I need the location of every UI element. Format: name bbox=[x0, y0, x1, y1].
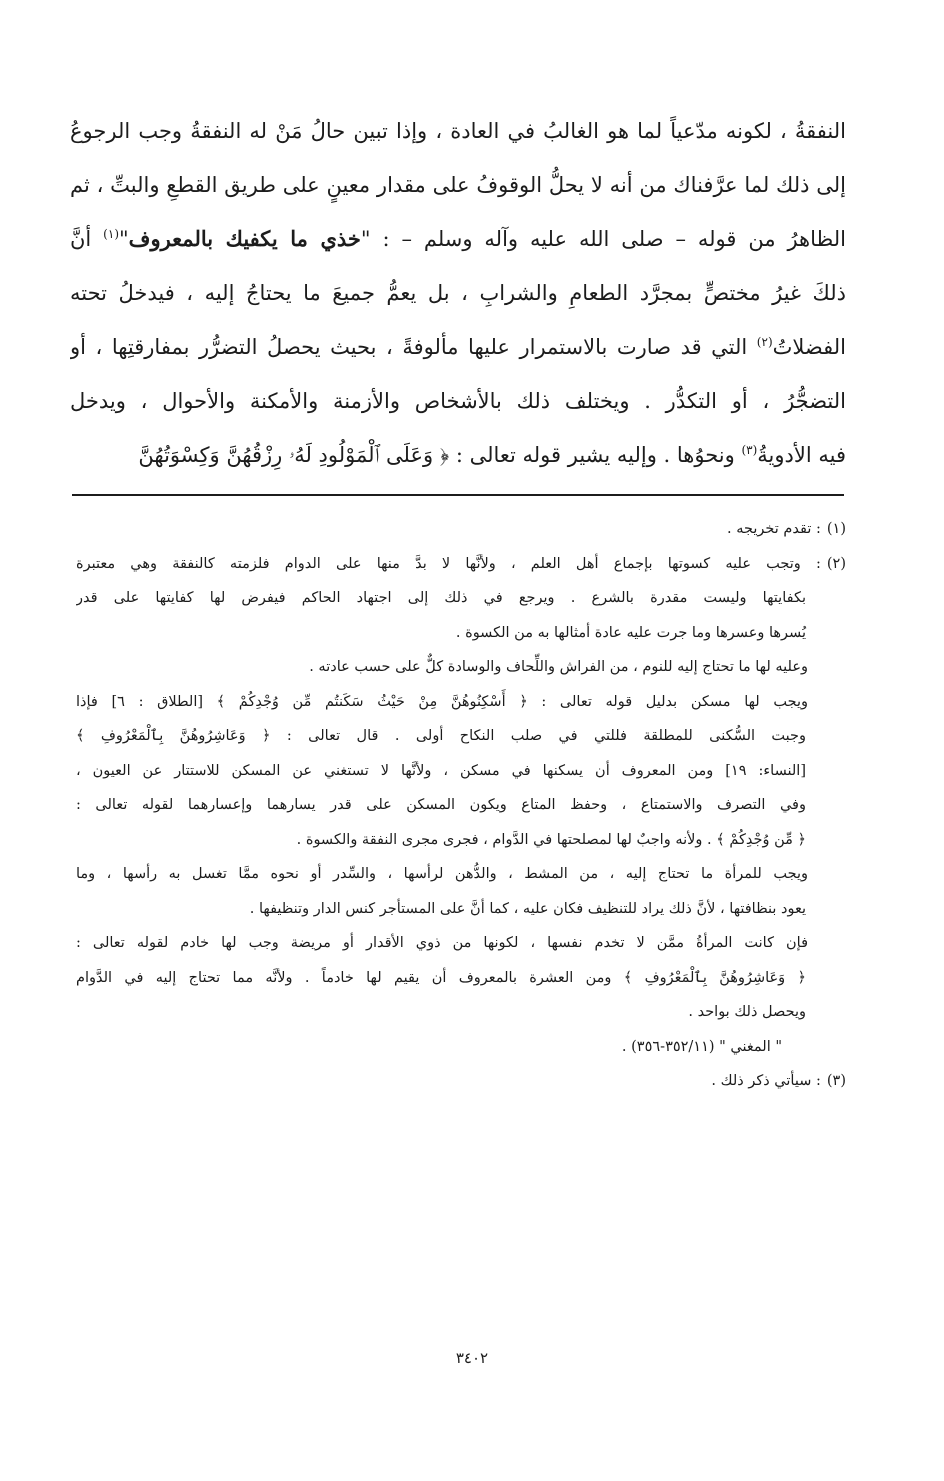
main-line-6: التضجُّرُ ، أو التكدُّر . ويختلف ذلك بالأشخاص والأزمنة والأمكنة والأحوال ، ويدخل bbox=[70, 389, 846, 413]
footnote-2-reference bbox=[76, 1030, 846, 1065]
quran-verse-talaq: ﴿ أَسْكِنُوهُنَّ مِنْ حَيْثُ سَكَنتُم مِّن وُجْدِكُمْ ﴾ bbox=[216, 693, 528, 710]
main-line-5-end: التي قد صارت بالاستمرار عليها مألوفةً ، بحيث يحصلُ التضرُّر بمفارقتِها ، أو bbox=[70, 335, 757, 359]
footnote-2-text-1: : وتجب عليه كسوتها بإجماع أهل العلم ، ولأنَّها لا بدَّ منها على الدوام فلزمته كالنفقة وهي معتبرة bbox=[76, 555, 821, 572]
main-line-7-start: فيه الأدويةُ bbox=[757, 443, 846, 467]
bullet-dwelling-text-1a: ويجب لها مسكن بدليل قوله تعالى : bbox=[527, 693, 809, 710]
footnote-3 bbox=[76, 1064, 846, 1099]
bullet-grooming-text-1: ويجب للمرأة ما تحتاج إليه ، من المشط ، والدُّهن لرأسها ، والسِّدر أو نحوه ممَّا تغسل به رأسها ، وما bbox=[76, 866, 808, 882]
bullet-dwelling-line-3: [النساء: ١٩] ومن المعروف أن يسكنها في مسكن ، ولأنَّها لا تستغني عن المسكن للاستتار عن العيون ، bbox=[76, 762, 806, 779]
footnotes bbox=[76, 512, 846, 1099]
footnote-3-number: (٣) bbox=[826, 1073, 846, 1089]
bullet-bedding-text: وعليه لها ما تحتاج إليه للنوم ، من الفراش واللِّحاف والوسادة كلٌّ على حسب عادته . bbox=[309, 659, 808, 675]
footnote-2-number: (٢) bbox=[826, 555, 846, 572]
footnote-1-text: : تقدم تخريجه . bbox=[727, 521, 821, 537]
footnote-ref-3: (٣) bbox=[741, 443, 758, 457]
main-text bbox=[70, 104, 846, 482]
main-line-2: إلى ذلك لما عرَّفناك من أنه لا يحلُّ الوقوفُ على مقدار معينٍ على طريق القطعِ والبتِّ ، ثم bbox=[70, 173, 846, 197]
quran-verse: ﴿ وَعَلَى ٱلْمَوْلُودِ لَهُۥ رِزْقُهُنَّ وَكِسْوَتُهُنَّ bbox=[138, 443, 450, 467]
quote-close: " bbox=[119, 227, 129, 251]
footnote-1 bbox=[76, 512, 846, 547]
footnote-2-line-1 bbox=[76, 547, 846, 582]
reference-text: " المغني " (٣٥٢/١١-٣٥٦) . bbox=[621, 1038, 782, 1055]
quran-verse-nisa-2: ﴿ وَعَاشِرُوهُنَّ بِٱلْمَعْرُوفِ ﴾ bbox=[623, 969, 806, 986]
footnote-3-text: : سيأتي ذكر ذلك . bbox=[711, 1073, 821, 1089]
page-number: ٣٤٠٢ bbox=[455, 1349, 489, 1367]
main-line-1: النفقةُ ، لكونه مدّعياً لما هو الغالبُ في العادة ، وإذا تبين حالُ مَنْ له النفقةُ وجب الرجوعُ bbox=[70, 119, 846, 143]
main-line-3 bbox=[70, 212, 846, 266]
bullet-dwelling-line-1 bbox=[76, 685, 846, 720]
bullet-dwelling-text-2a: وجبت السُّكنى للمطلقة فللتي في صلب النكاح أولى . قال تعالى : bbox=[270, 728, 806, 744]
main-line-7 bbox=[70, 428, 846, 482]
footnote-1-number: (١) bbox=[826, 521, 846, 537]
footnote-separator bbox=[72, 494, 844, 496]
main-line-5-start: الفضلاتُ bbox=[772, 335, 846, 359]
bullet-dwelling-line-4: وفي التصرف والاستمتاع ، وحفظ المتاع ويكون المسكن على قدر يسارهما وإعسارهما لقوله تعالى : bbox=[76, 797, 806, 813]
bullet-dwelling-line-5 bbox=[76, 823, 846, 858]
main-line-3-end: أنَّ bbox=[70, 227, 104, 251]
bullet-grooming-line-1 bbox=[76, 857, 846, 892]
footnote-ref-1: (١) bbox=[103, 227, 119, 241]
main-line-7-mid: ونحوُها . وإليه يشير قوله تعالى : bbox=[449, 443, 742, 467]
bullet-servant-line-2 bbox=[76, 961, 846, 996]
bullet-bedding bbox=[76, 650, 846, 685]
bullet-servant-text-2b: ومن العشرة بالمعروف أن يقيم لها خادماً . ولأنَّه مما تحتاج إليه في الدَّوام bbox=[76, 969, 624, 986]
hadith-quote: خذي ما يكفيك بالمعروف bbox=[128, 226, 361, 251]
bullet-grooming-line-2: يعود بنظافتها ، لأنَّ ذلك يراد للتنظيف فكان عليه ، كما أنَّ على المستأجر كنس الدار وتنظيفها . bbox=[249, 900, 806, 917]
footnote-ref-2: (٢) bbox=[756, 335, 773, 349]
main-line-3-start: الظاهرُ من قوله – صلى الله عليه وآله وسلم – : " bbox=[360, 227, 846, 251]
bullet-servant-text-1: فإن كانت المرأةُ ممَّن لا تخدم نفسها ، لكونها من ذوي الأقدار أو مريضة وجب لها خادم لقوله تعالى : bbox=[76, 935, 808, 951]
main-line-5 bbox=[70, 320, 846, 374]
bullet-servant-line-3: ويحصل ذلك بواحد . bbox=[688, 1004, 806, 1020]
quran-verse-wujd: ﴿ مِّن وُجْدِكُمْ ﴾ bbox=[716, 831, 806, 848]
footnote-2-line-3: يُسرها وعسرها وما جرت عليه عادة أمثالها به من الكسوة . bbox=[455, 624, 806, 641]
bullet-dwelling-text-1b: [الطلاق : ٦] فإذا bbox=[76, 693, 217, 710]
bullet-dwelling-text-5b: . ولأنه واجبٌ لها لمصلحتها في الدَّوام ، فجرى مجرى النفقة والكسوة . bbox=[296, 831, 717, 848]
bullet-servant-line-1 bbox=[76, 926, 846, 961]
quran-verse-nisa: ﴿ وَعَاشِرُوهُنَّ بِٱلْمَعْرُوفِ ﴾ bbox=[76, 728, 271, 744]
footnote-2-line-2: بكفايتها وليست مقدرة بالشرع . ويرجع في ذلك إلى اجتهاد الحاكم فيفرض لها كفايتها على قدر bbox=[76, 590, 806, 606]
main-line-4: ذلكَ غيرُ مختصٍّ بمجرَّد الطعامِ والشرابِ ، بل يعمُّ جميعَ ما يحتاجُ إليه ، فيدخلُ تحته bbox=[70, 281, 846, 305]
bullet-dwelling-line-2 bbox=[76, 719, 846, 754]
